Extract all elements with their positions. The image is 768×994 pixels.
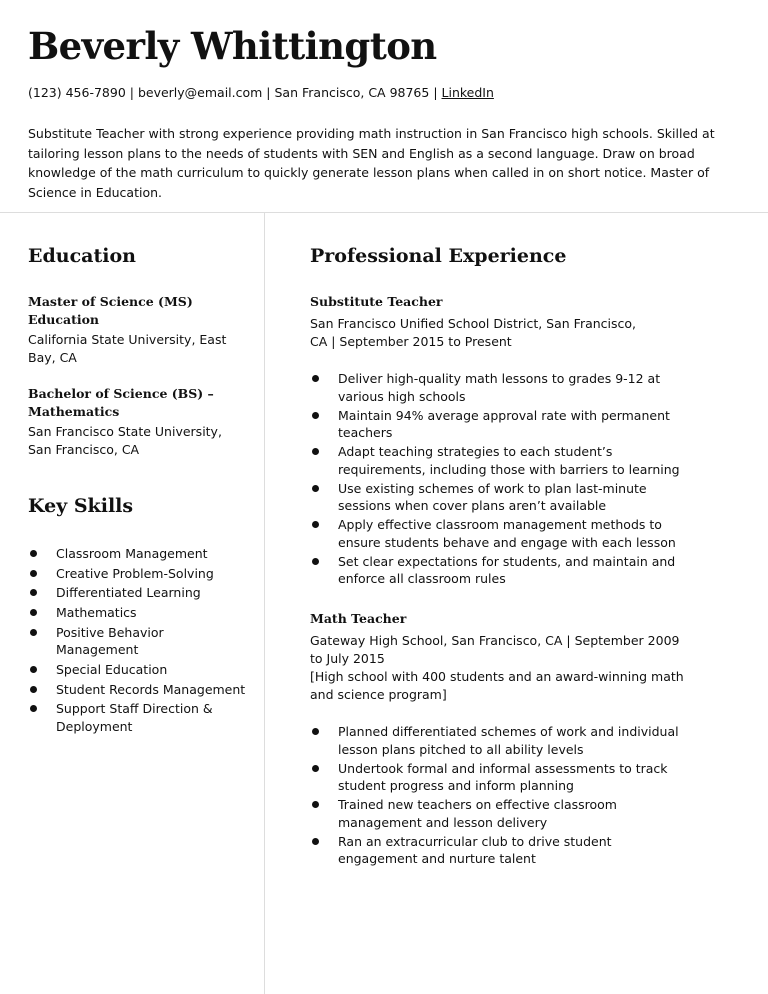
skill-item: Special Education <box>28 661 246 679</box>
degree-title: Bachelor of Science (BS) – Mathematics <box>28 386 214 419</box>
education-item <box>28 385 243 459</box>
job-entry <box>310 293 695 589</box>
job-title: Math Teacher <box>310 611 407 626</box>
skill-item: Creative Problem-Solving <box>28 565 246 583</box>
bullet-icon <box>312 375 319 382</box>
job-bullet: Ran an extracurricular club to drive student engagement and nurture talent <box>310 833 695 868</box>
degree-title: Master of Science (MS) Education <box>28 294 193 327</box>
bullet-icon <box>312 838 319 845</box>
email: beverly@email.com <box>137 85 263 100</box>
job-bullet: Maintain 94% average approval rate with permanent teachers <box>310 407 695 442</box>
skill-item: Positive Behavior Management <box>28 624 246 659</box>
skill-item: Classroom Management <box>28 545 246 563</box>
bullet-icon <box>30 686 37 693</box>
job-title: Substitute Teacher <box>310 294 443 309</box>
candidate-name: Beverly Whittington <box>28 24 437 68</box>
bullet-icon <box>312 448 319 455</box>
bullet-icon <box>30 570 37 577</box>
bullet-icon <box>312 765 319 772</box>
job-details: Gateway High School, San Francisco, CA | September 2009 to July 2015 <box>310 633 680 666</box>
job-entry <box>310 610 695 869</box>
contact-line <box>28 84 494 102</box>
separator: | <box>125 85 138 100</box>
bullet-icon <box>30 609 37 616</box>
school-name: California State University, East Bay, CA <box>28 332 227 365</box>
bullet-icon <box>30 666 37 673</box>
professional-summary: Substitute Teacher with strong experience providing math instruction in San Francisco high schools. Skilled at tailoring lesson plans to the needs of students with SEN and English as a second language. Draw on broad knowledge of the math curriculum to quickly generate lesson plans when called in on short notice. Master of Science in Education. <box>28 126 715 201</box>
linkedin-link[interactable]: LinkedIn <box>441 85 494 100</box>
job-bullet: Undertook formal and informal assessments to track student progress and inform planning <box>310 760 695 795</box>
column-divider <box>264 212 265 994</box>
bullet-icon <box>30 705 37 712</box>
bullet-icon <box>312 521 319 528</box>
location: San Francisco, CA 98765 <box>274 85 430 100</box>
school-name: San Francisco State University, San Francisco, CA <box>28 424 222 457</box>
job-bullets <box>310 370 695 588</box>
bullet-icon <box>30 589 37 596</box>
education-heading: Education <box>28 245 136 267</box>
phone: (123) 456-7890 <box>28 85 126 100</box>
job-bullet: Trained new teachers on effective classroom management and lesson delivery <box>310 796 695 831</box>
job-bullets <box>310 723 695 868</box>
horizontal-divider <box>0 212 768 213</box>
bullet-icon <box>312 558 319 565</box>
separator: | <box>262 85 275 100</box>
job-bullet: Apply effective classroom management methods to ensure students behave and engage with each lesson <box>310 516 695 551</box>
education-item <box>28 293 243 367</box>
skill-item: Support Staff Direction & Deployment <box>28 700 246 735</box>
bullet-icon <box>312 485 319 492</box>
job-note: [High school with 400 students and an award-winning math and science program] <box>310 669 684 702</box>
key-skills-heading: Key Skills <box>28 495 134 517</box>
job-bullet: Deliver high-quality math lessons to grades 9-12 at various high schools <box>310 370 695 405</box>
job-bullet: Adapt teaching strategies to each student’s requirements, including those with barriers to learning <box>310 443 695 478</box>
bullet-icon <box>30 550 37 557</box>
job-bullet: Set clear expectations for students, and maintain and enforce all classroom rules <box>310 553 695 588</box>
skill-item: Student Records Management <box>28 681 246 699</box>
job-details: San Francisco Unified School District, San Francisco, CA | September 2015 to Present <box>310 316 637 349</box>
bullet-icon <box>312 801 319 808</box>
job-bullet: Planned differentiated schemes of work and individual lesson plans pitched to all ability levels <box>310 723 695 758</box>
bullet-icon <box>30 629 37 636</box>
skills-list <box>28 545 246 735</box>
skill-item: Differentiated Learning <box>28 584 246 602</box>
bullet-icon <box>312 728 319 735</box>
separator: | <box>429 85 442 100</box>
skill-item: Mathematics <box>28 604 246 622</box>
bullet-icon <box>312 412 319 419</box>
experience-heading: Professional Experience <box>310 245 567 267</box>
skills-list-wrap <box>28 545 246 738</box>
job-bullet: Use existing schemes of work to plan last-minute sessions when cover plans aren’t available <box>310 480 695 515</box>
